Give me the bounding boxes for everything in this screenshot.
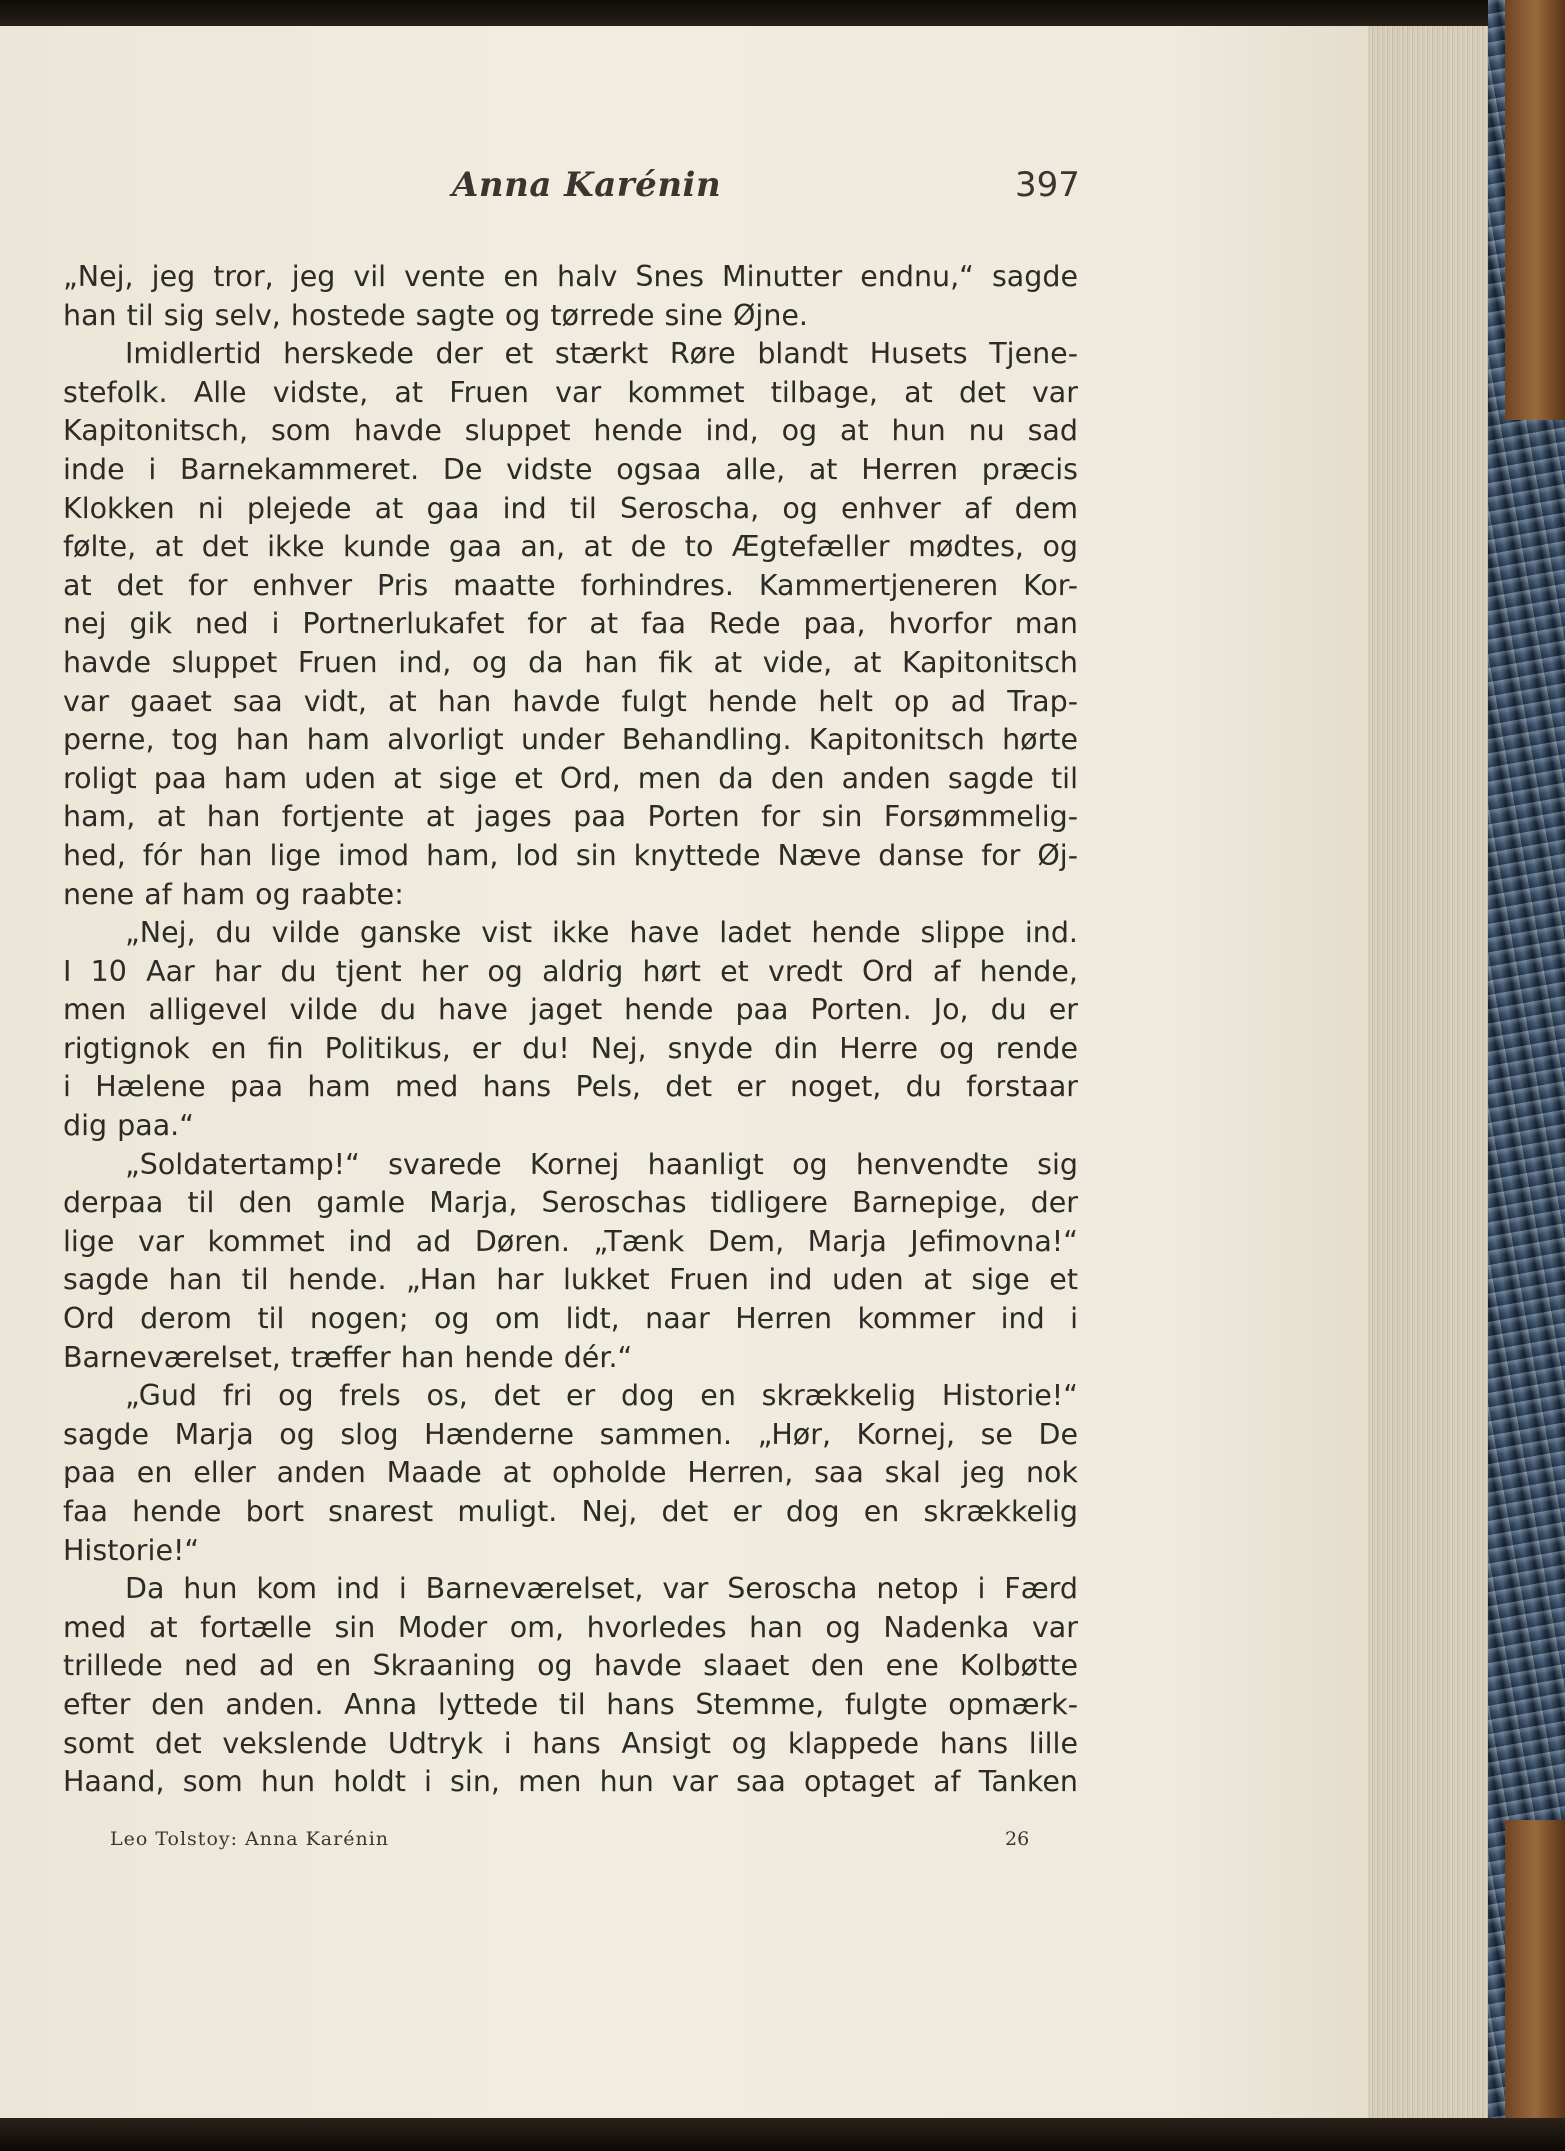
text-line: „Nej, du vilde ganske vist ikke have ladet hende slippe ind. [125, 916, 1078, 950]
text-line: lige var kommet ind ad Døren. „Tænk Dem, Marja Jefimovna!“ [63, 1224, 1078, 1258]
text-line: sagde han til hende. „Han har lukket Fruen ind uden at sige et [63, 1263, 1078, 1297]
text-line: i Hælene paa ham med hans Pels, det er noget, du forstaar [63, 1070, 1078, 1104]
text-line: Imidlertid herskede der et stærkt Røre blandt Husets Tjene- [125, 337, 1078, 371]
body-text [63, 258, 1078, 1802]
text-line: roligt paa ham uden at sige et Ord, men da den anden sagde til [63, 761, 1078, 795]
page-number: 397 [1015, 165, 1080, 205]
text-line: Historie!“ [63, 1533, 200, 1567]
scan-top-border [0, 0, 1565, 28]
text-line: Kapitonitsch, som havde sluppet hende ind, og at hun nu sad [63, 414, 1078, 448]
text-line: med at fortælle sin Moder om, hvorledes han og Nadenka var [63, 1610, 1078, 1644]
text-line: nene af ham og raabte: [63, 877, 404, 911]
signature-line: Leo Tolstoy: Anna Karénin [110, 1828, 390, 1850]
text-line: Klokken ni plejede at gaa ind til Seroscha, og enhver af dem [63, 491, 1078, 525]
text-line: Haand, som hun holdt i sin, men hun var saa optaget af Tanken [63, 1765, 1078, 1799]
text-line: faa hende bort snarest muligt. Nej, det er dog en skrækkelig [63, 1495, 1078, 1528]
text-line: inde i Barnekammeret. De vidste ogsaa alle, at Herren præcis [63, 452, 1078, 486]
running-title: Anna Karénin [452, 165, 722, 205]
text-line: dig paa.“ [63, 1109, 195, 1143]
leather-corner-bottom [1505, 1820, 1565, 2120]
text-line: perne, tog han ham alvorligt under Behandling. Kapitonitsch hørte [63, 723, 1078, 757]
text-line: „Nej, jeg tror, jeg vil vente en halv Snes Minutter endnu,“ sagde [63, 260, 1078, 293]
text-line: I 10 Aar har du tjent her og aldrig hørt et vredt Ord af hende, [63, 954, 1078, 988]
text-line: „Soldatertamp!“ svarede Kornej haanligt og henvendte sig [125, 1147, 1078, 1181]
text-line: men alligevel vilde du have jaget hende paa Porten. Jo, du er [63, 993, 1078, 1027]
text-line: nej gik ned i Portnerlukafet for at faa Rede paa, hvorfor man [63, 607, 1078, 641]
text-line: somt det vekslende Udtryk i hans Ansigt og klappede hans lille [63, 1726, 1078, 1760]
sheet-number: 26 [1005, 1828, 1030, 1850]
text-line: ham, at han fortjente at jages paa Porten for sin Forsømmelig- [63, 800, 1078, 834]
text-line: paa en eller anden Maade at opholde Herren, saa skal jeg nok [63, 1456, 1078, 1490]
text-line: trillede ned ad en Skraaning og havde slaaet den ene Kolbøtte [63, 1649, 1078, 1683]
text-line: stefolk. Alle vidste, at Fruen var kommet tilbage, at det var [63, 375, 1078, 409]
leather-corner-top [1505, 0, 1565, 420]
text-line: han til sig selv, hostede sagte og tørrede sine Øjne. [63, 298, 808, 332]
text-line: at det for enhver Pris maatte forhindres. Kammertjeneren Kor- [63, 568, 1078, 602]
scan-bottom-border [0, 2118, 1565, 2151]
text-line: følte, at det ikke kunde gaa an, at de to Ægtefæller mødtes, og [63, 530, 1078, 564]
text-line: „Gud fri og frels os, det er dog en skrækkelig Historie!“ [125, 1379, 1078, 1413]
text-line: var gaaet saa vidt, at han havde fulgt hende helt op ad Trap- [63, 684, 1078, 718]
text-line: sagde Marja og slog Hænderne sammen. „Hør, Kornej, se De [63, 1417, 1078, 1451]
text-line: Da hun kom ind i Barneværelset, var Seroscha netop i Færd [125, 1572, 1078, 1606]
text-line: efter den anden. Anna lyttede til hans Stemme, fulgte opmærk- [63, 1687, 1078, 1721]
text-line: hed, fór han lige imod ham, lod sin knyttede Næve danse for Øj- [63, 838, 1078, 872]
text-line: derpaa til den gamle Marja, Seroschas tidligere Barnepige, der [63, 1186, 1078, 1220]
text-line: Ord derom til nogen; og om lidt, naar Herren kommer ind i [63, 1302, 1078, 1336]
text-line: havde sluppet Fruen ind, og da han fik at vide, at Kapitonitsch [63, 645, 1078, 679]
text-line: rigtignok en fin Politikus, er du! Nej, snyde din Herre og rende [63, 1031, 1078, 1065]
page-edges [1368, 26, 1490, 2126]
text-line: Barneværelset, træffer han hende dér.“ [63, 1340, 633, 1374]
